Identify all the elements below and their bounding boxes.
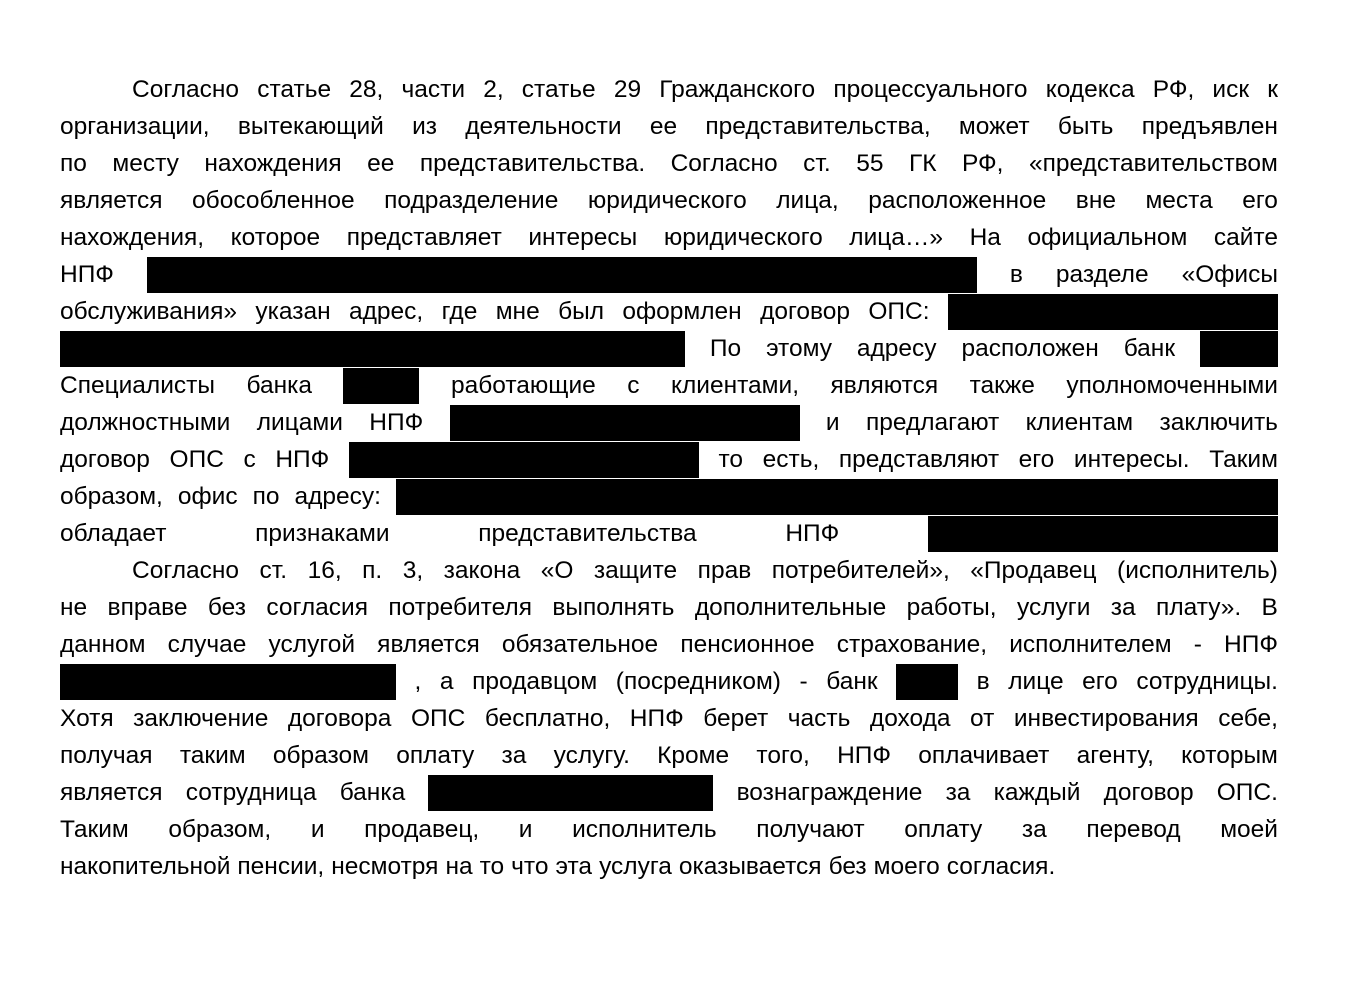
word: представительства.	[419, 150, 646, 177]
word: уполномоченными	[1066, 372, 1278, 399]
word: места	[1145, 187, 1213, 214]
word: является	[60, 779, 163, 806]
word: данном	[60, 631, 146, 658]
word: нахождения	[204, 150, 342, 177]
word: то	[479, 853, 505, 880]
word: сайте	[1213, 224, 1278, 251]
word: нахождения,	[60, 224, 205, 251]
redaction-block	[343, 368, 419, 404]
word: прав	[697, 557, 752, 584]
word: где	[441, 298, 478, 325]
text-line	[60, 738, 1278, 774]
word: Согласно	[132, 557, 240, 584]
word: 28,	[349, 76, 384, 103]
word: получают	[756, 816, 865, 843]
word: согласия.	[946, 853, 1056, 880]
text-line	[60, 627, 1278, 663]
word: обязательное	[501, 631, 659, 658]
word: НПФ	[60, 261, 114, 288]
word: ОПС.	[1216, 779, 1278, 806]
redaction-block	[147, 257, 977, 293]
word: сотрудница	[185, 779, 317, 806]
word: исполнителем	[1009, 631, 1172, 658]
word: организации,	[60, 113, 210, 140]
word: клиентами,	[670, 372, 800, 399]
word: также	[969, 372, 1035, 399]
word: является	[377, 631, 480, 658]
word: НПФ	[785, 520, 840, 547]
word: потребителей»,	[771, 557, 950, 584]
word: ее	[649, 113, 678, 140]
word: перевод	[1086, 816, 1181, 843]
word: банка	[246, 372, 312, 399]
word: ,	[414, 668, 422, 695]
word: банк	[826, 668, 878, 695]
word: с	[243, 446, 256, 473]
word: предлагают	[865, 409, 1000, 436]
word: случае	[167, 631, 247, 658]
word: 2,	[483, 76, 504, 103]
redaction-block	[948, 294, 1278, 330]
word: закона	[443, 557, 521, 584]
text-line	[60, 664, 1278, 700]
word: НПФ	[275, 446, 330, 473]
word: вытекающий	[237, 113, 384, 140]
word: офис	[177, 483, 238, 510]
word: за	[501, 742, 527, 769]
word: из	[412, 113, 437, 140]
text-line	[60, 479, 1278, 515]
word: того,	[756, 742, 810, 769]
word: (исполнитель)	[1117, 557, 1278, 584]
word: не	[60, 594, 88, 621]
word: представительства,	[705, 113, 931, 140]
word: которое	[230, 224, 321, 251]
word: подразделение	[384, 187, 559, 214]
word: официальном	[1027, 224, 1188, 251]
redaction-block	[60, 331, 685, 367]
word: 55	[856, 150, 884, 177]
word: защите	[593, 557, 678, 584]
text-line	[60, 368, 1278, 404]
word: интересы	[528, 224, 638, 251]
redaction-block	[450, 405, 800, 441]
word: от	[970, 705, 995, 732]
word: оформлен	[622, 298, 742, 325]
word: обладает	[60, 520, 167, 547]
word: оплачивает	[918, 742, 1050, 769]
word: 29	[613, 76, 642, 103]
word: части	[401, 76, 466, 103]
word: лицами	[256, 409, 343, 436]
word: часть	[787, 705, 851, 732]
word: расположен	[961, 335, 1099, 362]
word: вне	[1075, 187, 1116, 214]
word: 3,	[402, 557, 424, 584]
word: Гражданского	[659, 76, 816, 103]
word: НПФ	[1224, 631, 1278, 658]
word: без	[207, 594, 246, 621]
word: представляют	[838, 446, 1000, 473]
text-line	[60, 109, 1278, 145]
word: юридического	[663, 224, 823, 251]
redaction-block	[349, 442, 699, 478]
word: которым	[1181, 742, 1278, 769]
word: а	[439, 668, 454, 695]
word: за	[1021, 816, 1047, 843]
word: представляет	[346, 224, 502, 251]
word: образом,	[168, 816, 272, 843]
word: РФ,	[1152, 76, 1195, 103]
word: договор	[60, 446, 150, 473]
word: несмотря	[331, 853, 439, 880]
word: договор	[760, 298, 850, 325]
text-line	[60, 220, 1278, 256]
word: представительства	[478, 520, 697, 547]
text-line	[60, 442, 1278, 478]
word: месту	[112, 150, 179, 177]
word: по	[252, 483, 280, 510]
word: расположенное	[868, 187, 1047, 214]
word: деятельности	[465, 113, 622, 140]
word: оплату	[904, 816, 983, 843]
word: выполнять	[552, 594, 675, 621]
word: его	[1082, 668, 1118, 695]
word: иск	[1212, 76, 1250, 103]
word: и	[825, 409, 840, 436]
word: Согласно	[132, 76, 240, 103]
word: агенту,	[1076, 742, 1154, 769]
text-line	[60, 812, 1278, 848]
word: ГК	[908, 150, 937, 177]
word: продавцом	[472, 668, 598, 695]
word: мне	[495, 298, 540, 325]
text-line	[60, 405, 1278, 441]
word: В	[1261, 594, 1278, 621]
word: указан	[255, 298, 331, 325]
word: обособленное	[192, 187, 355, 214]
word: лица…»	[849, 224, 944, 251]
word: статье	[521, 76, 596, 103]
word: -	[1193, 631, 1202, 658]
word: -	[799, 668, 808, 695]
word: ОПС	[169, 446, 224, 473]
word: п.	[362, 557, 383, 584]
word: за	[945, 779, 971, 806]
word: Хотя	[60, 705, 114, 732]
word: банка	[339, 779, 406, 806]
word: услугу.	[553, 742, 630, 769]
text-line	[60, 183, 1278, 219]
word: дополнительные	[694, 594, 887, 621]
text-line	[60, 849, 1278, 885]
word: НПФ	[837, 742, 891, 769]
word: «представительством	[1028, 150, 1278, 177]
word: банк	[1123, 335, 1176, 362]
word: оплату	[396, 742, 475, 769]
word: обслуживания»	[60, 298, 238, 325]
text-line	[60, 331, 1278, 367]
word: статье	[257, 76, 332, 103]
word: должностными	[60, 409, 231, 436]
word: На	[969, 224, 1001, 251]
word: услуги	[1017, 594, 1091, 621]
word: на	[445, 853, 473, 880]
word: Таким	[60, 816, 129, 843]
word: адресу	[856, 335, 937, 362]
word: каждый	[993, 779, 1081, 806]
word: кодекса	[1045, 76, 1135, 103]
word: являются	[830, 372, 939, 399]
word: в	[976, 668, 990, 695]
text-line	[60, 775, 1278, 811]
word: Таким	[1209, 446, 1278, 473]
word: Согласно	[670, 150, 778, 177]
word: вправе	[107, 594, 188, 621]
word: сотрудницы.	[1136, 668, 1278, 695]
word: предъявлен	[1141, 113, 1278, 140]
word: может	[958, 113, 1030, 140]
redaction-block	[928, 516, 1278, 552]
word: услуга	[599, 853, 672, 880]
word: моего	[873, 853, 940, 880]
word: инвестирования	[1013, 705, 1199, 732]
word: накопительной	[60, 853, 231, 880]
redaction-block	[1200, 331, 1278, 367]
word: лице	[1008, 668, 1064, 695]
word: с	[627, 372, 640, 399]
word: заключить	[1159, 409, 1278, 436]
word: является	[60, 187, 163, 214]
word: дохода	[869, 705, 951, 732]
word: образом,	[60, 483, 163, 510]
word: что	[511, 853, 549, 880]
word: ОПС:	[868, 298, 930, 325]
word: процессуального	[833, 76, 1028, 103]
text-line	[60, 701, 1278, 737]
word: НПФ	[629, 705, 684, 732]
word: его	[1242, 187, 1278, 214]
redaction-block	[60, 664, 396, 700]
word: пенсии,	[237, 853, 325, 880]
word: пенсионное	[680, 631, 815, 658]
text-line	[60, 294, 1278, 330]
word: Кроме	[657, 742, 730, 769]
word: и	[518, 816, 533, 843]
word: в	[1009, 261, 1023, 288]
word: был	[558, 298, 604, 325]
word: быть	[1057, 113, 1114, 140]
word: эта	[555, 853, 593, 880]
text-line	[60, 146, 1278, 182]
word: «Продавец	[970, 557, 1097, 584]
word: (посредником)	[615, 668, 781, 695]
word: РФ,	[961, 150, 1004, 177]
word: к	[1267, 76, 1278, 103]
word: образом	[272, 742, 369, 769]
word: интересы.	[1073, 446, 1190, 473]
word: страхование,	[836, 631, 988, 658]
text-line	[60, 590, 1278, 626]
word: договора	[287, 705, 392, 732]
redaction-block	[428, 775, 713, 811]
word: себе,	[1218, 705, 1278, 732]
word: заключение	[133, 705, 269, 732]
word: за	[1110, 594, 1136, 621]
word: этому	[766, 335, 832, 362]
word: без	[828, 853, 867, 880]
word: работающие	[450, 372, 596, 399]
word: По	[709, 335, 742, 362]
word: разделе	[1055, 261, 1149, 288]
word: по	[60, 150, 87, 177]
word: вознаграждение	[736, 779, 923, 806]
word: оказывается	[678, 853, 822, 880]
word: признаками	[255, 520, 390, 547]
word: есть,	[762, 446, 820, 473]
text-line	[60, 257, 1278, 293]
word: адрес,	[348, 298, 424, 325]
word: получая	[60, 742, 153, 769]
word: адресу:	[294, 483, 381, 510]
word: таким	[179, 742, 246, 769]
word: НПФ	[369, 409, 424, 436]
text-line	[60, 516, 1278, 552]
word: работы,	[906, 594, 997, 621]
word: то	[718, 446, 744, 473]
word: и	[310, 816, 325, 843]
redaction-block	[396, 479, 1278, 515]
word: клиентам	[1025, 409, 1134, 436]
redaction-block	[896, 664, 958, 700]
word: моей	[1220, 816, 1278, 843]
word: бесплатно,	[484, 705, 611, 732]
word: берет	[703, 705, 769, 732]
text-line	[60, 553, 1278, 589]
word: потребителя	[388, 594, 532, 621]
text-line	[60, 72, 1278, 108]
word: «О	[540, 557, 574, 584]
word: 16,	[307, 557, 342, 584]
word: «Офисы	[1181, 261, 1278, 288]
word: плату».	[1156, 594, 1242, 621]
word: ее	[367, 150, 395, 177]
word: ОПС	[410, 705, 466, 732]
word: ст.	[803, 150, 831, 177]
word: исполнитель	[572, 816, 717, 843]
word: договор	[1103, 779, 1194, 806]
word: продавец,	[364, 816, 480, 843]
word: услугой	[268, 631, 356, 658]
word: его	[1018, 446, 1055, 473]
word: юридического	[587, 187, 747, 214]
word: лица,	[776, 187, 839, 214]
word: согласия	[266, 594, 368, 621]
word: Специалисты	[60, 372, 215, 399]
word: ст.	[259, 557, 288, 584]
